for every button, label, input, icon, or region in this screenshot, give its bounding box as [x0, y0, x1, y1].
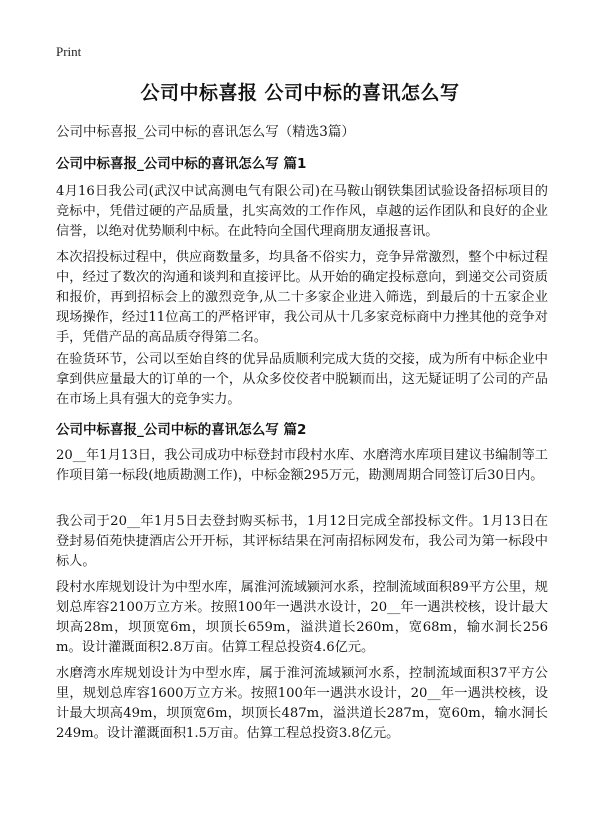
section-2-paragraph-4: 水磨湾水库规划设计为中型水库，属于淮河流域颍河水系，控制流域面积37平方公里，规划总库容1600万立方米。按照100年一遇洪水设计，20__年一遇洪校核，设计最大坝高49m，坝顶宽6m，坝顶长487m，溢洪道长287m，宽60m，输水洞长249m。设计灌溉面积1.5万亩。估算工程总投资3.8亿元。 [56, 666, 548, 741]
section-2-heading: 公司中标喜报_公司中标的喜讯怎么写 篇2 [56, 422, 307, 438]
document-subtitle: 公司中标喜报_公司中标的喜讯怎么写（精选3篇） [56, 124, 355, 140]
section-1-paragraph-1: 4月16日我公司(武汉中试高测电气有限公司)在马鞍山钢铁集团试验设备招标项目的竞标中，凭借过硬的产品质量，扎实高效的工作作风，卓越的运作团队和良好的企业信誉，以绝对优势顺利中标。在此特向全国代理商朋友通报喜讯。 [56, 184, 548, 239]
section-heading-2 [56, 418, 550, 438]
section-1-paragraph-3: 在验货环节，公司以至始自终的优异品质顺利完成大货的交接，成为所有中标企业中拿到供应量最大的订单的一个，从众多佼佼者中脱颖而出，这无疑证明了公司的产品在市场上具有强大的竞争实力。 [56, 352, 548, 407]
section-2-paragraph-1: 20__年1月13日，我公司成功中标登封市段村水库、水磨湾水库项目建议书编制等工作项目第一标段(地质勘测工作)，中标金额295万元，勘测周期合同签订后30日内。 [56, 448, 548, 483]
section-2-paragraph-3: 段村水库规划设计为中型水库，属淮河流域颍河水系，控制流域面积89平方公里，规划总库容2100万立方米。按照100年一遇洪水设计，20__年一遇洪校核，设计最大坝高28m，坝顶宽6m，坝顶长659m，溢洪道长260m，宽68m，输水洞长256m。设计灌溉面积2.8万亩。估算工程总投资4.6亿元。 [56, 580, 548, 655]
section-1-heading: 公司中标喜报_公司中标的喜讯怎么写 篇1 [56, 156, 307, 172]
section-heading-1 [56, 152, 550, 172]
page-title: 公司中标喜报 公司中标的喜讯怎么写 [140, 82, 460, 104]
section-1-paragraph-2: 本次招投标过程中，供应商数量多，均具备不俗实力，竞争异常激烈，整个中标过程中，经过了数次的沟通和谈判和直接评比。从开始的确定投标意向，到递交公司资质和报价，再到招标会上的激烈竞争,从二十多家企业进入筛选，到最后的十五家企业现场操作，经过11位高工的严格评审，我公司从十几多家竞标商中力挫其他的竞争对手，凭借产品的高品质夺得第二名。 [56, 250, 548, 345]
section-2-paragraph-2: 我公司于20__年1月5日去登封购买标书，1月12日完成全部投标文件。1月13日在登封易佰苑快捷酒店公开开标，其评标结果在河南招标网发布，我公司为第一标段中标人。 [56, 514, 548, 569]
print-label: Print [56, 44, 82, 59]
